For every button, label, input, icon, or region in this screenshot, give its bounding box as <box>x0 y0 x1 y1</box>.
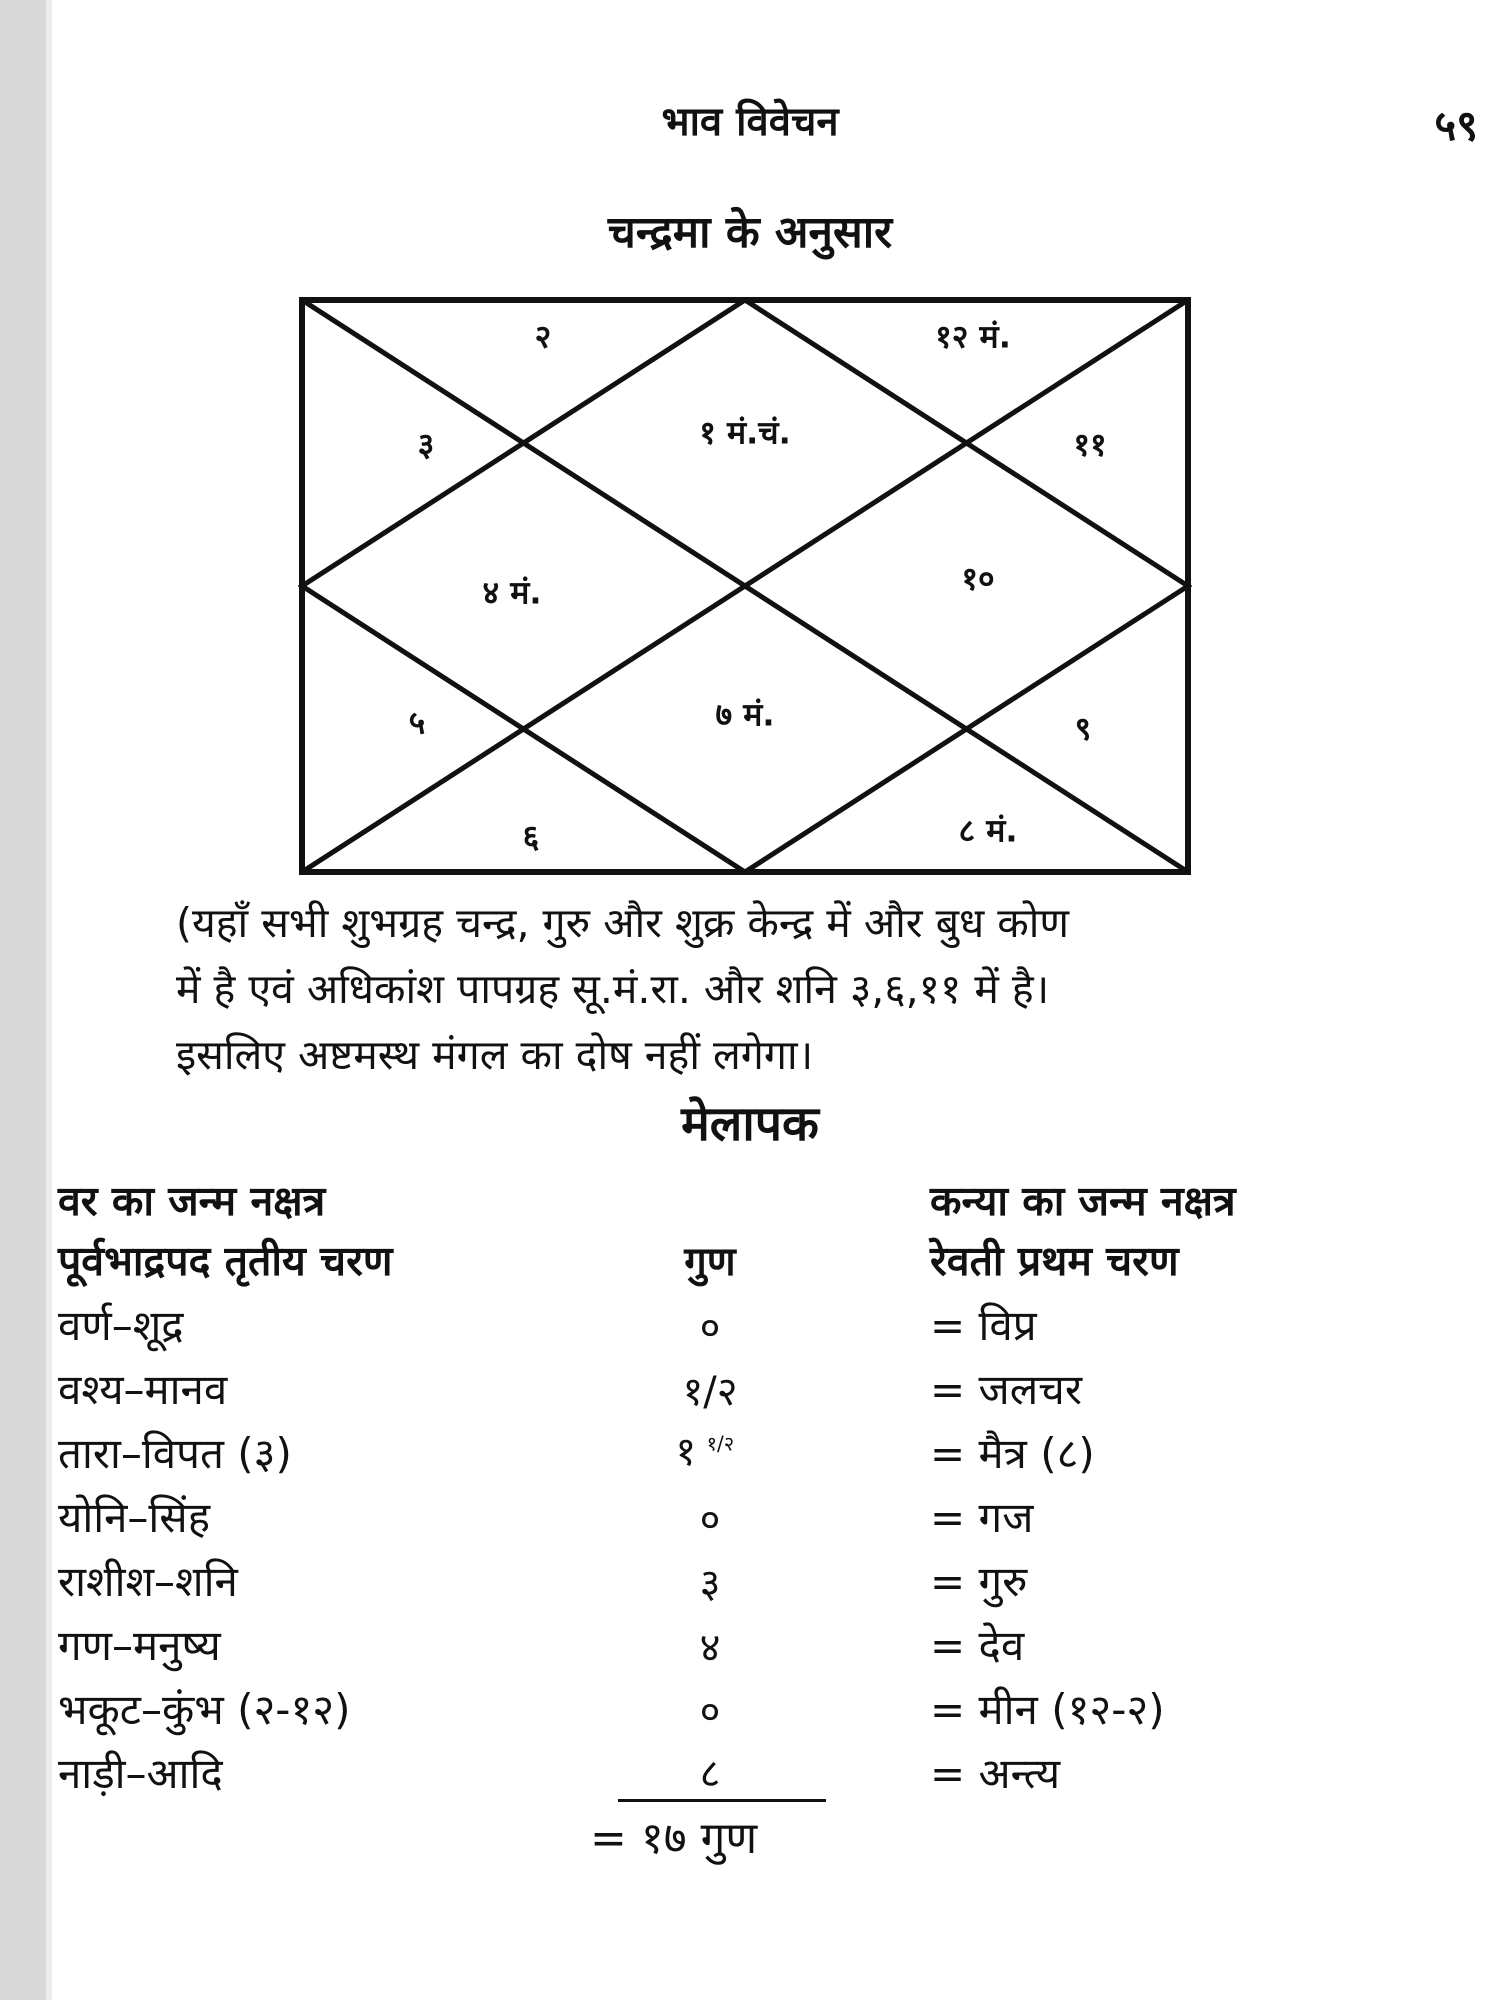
running-header: भाव विवेचन <box>661 99 839 145</box>
guna-header-label: गुण <box>684 1239 736 1285</box>
house-3-label: ३ <box>417 425 435 464</box>
melapak-title: मेलापक <box>681 1096 819 1152</box>
table-row-bride: = मीन (१२-२) <box>930 1685 1165 1734</box>
guna-fraction: १/२ <box>706 1431 735 1456</box>
guna-value: ८ <box>699 1751 721 1797</box>
guna-value: ० <box>699 1305 721 1351</box>
bride-nakshatra: रेवती प्रथम चरण <box>930 1237 1179 1285</box>
table-row-groom: वर्ण–शूद्र <box>58 1301 184 1350</box>
note-line: (यहाँ सभी शुभग्रह चन्द्र, गुरु और शुक्र केन्द्र में और बुध कोण <box>176 899 1070 947</box>
chart-title: चन्द्रमा के अनुसार <box>607 207 893 258</box>
note-line: में है एवं अधिकांश पापग्रह सू.मं.रा. और शनि ३,६,११ में है। <box>176 965 1050 1013</box>
page-edge-shadow <box>0 0 46 2000</box>
table-row-groom: राशीश–शनि <box>58 1557 238 1606</box>
bride-header: कन्या का जन्म नक्षत्र <box>930 1177 1236 1225</box>
house-8-label: ८ मं. <box>958 811 1018 850</box>
table-row-bride: = गुरु <box>930 1557 1028 1606</box>
table-row-bride: = मैत्र (८) <box>930 1429 1095 1478</box>
guna-value: ० <box>699 1497 721 1543</box>
guna-whole: १ <box>675 1429 697 1475</box>
guna-value: १/२ <box>682 1369 738 1415</box>
table-row-groom: भकूट–कुंभ (२-१२) <box>58 1685 351 1734</box>
table-row-bride: = जलचर <box>930 1365 1083 1414</box>
table-row-bride: = गज <box>930 1493 1034 1542</box>
house-5-label: ५ <box>408 703 426 742</box>
house-6-label: ६ <box>522 817 540 856</box>
house-7-label: ७ मं. <box>715 695 775 734</box>
table-row-bride: = विप्र <box>930 1301 1037 1350</box>
page-edge-highlight <box>46 0 52 2000</box>
horoscope-chart <box>298 296 1192 876</box>
explanatory-note <box>176 890 1476 1088</box>
guna-value: ४ <box>699 1625 721 1671</box>
page-number: ५९ <box>1434 101 1478 150</box>
house-1-label: १ मं.चं. <box>699 413 791 452</box>
table-row-groom: योनि–सिंह <box>58 1493 210 1542</box>
groom-nakshatra: पूर्वभाद्रपद तृतीय चरण <box>58 1237 393 1285</box>
total-underline <box>618 1799 826 1802</box>
house-12-label: १२ मं. <box>935 317 1011 356</box>
guna-value <box>675 1422 735 1477</box>
table-row-groom: नाड़ी–आदि <box>58 1749 223 1798</box>
house-11-label: ११ <box>1073 425 1107 464</box>
note-line: इसलिए अष्टमस्थ मंगल का दोष नहीं लगेगा। <box>176 1031 814 1079</box>
guna-value: ० <box>699 1689 721 1735</box>
table-row-bride: = अन्त्य <box>930 1749 1061 1798</box>
table-row-groom: तारा–विपत (३) <box>58 1429 292 1478</box>
guna-total: = १७ गुण <box>590 1813 758 1864</box>
groom-header: वर का जन्म नक्षत्र <box>58 1177 326 1225</box>
table-row-groom: गण–मनुष्य <box>58 1621 221 1670</box>
table-row-groom: वश्य–मानव <box>58 1365 228 1414</box>
house-10-label: १० <box>961 559 995 598</box>
table-row-bride: = देव <box>930 1621 1025 1670</box>
chart-grid <box>298 296 1192 876</box>
guna-value: ३ <box>699 1561 721 1607</box>
house-2-label: २ <box>534 317 552 356</box>
house-9-label: ९ <box>1074 709 1092 748</box>
house-4-label: ४ मं. <box>482 573 542 612</box>
